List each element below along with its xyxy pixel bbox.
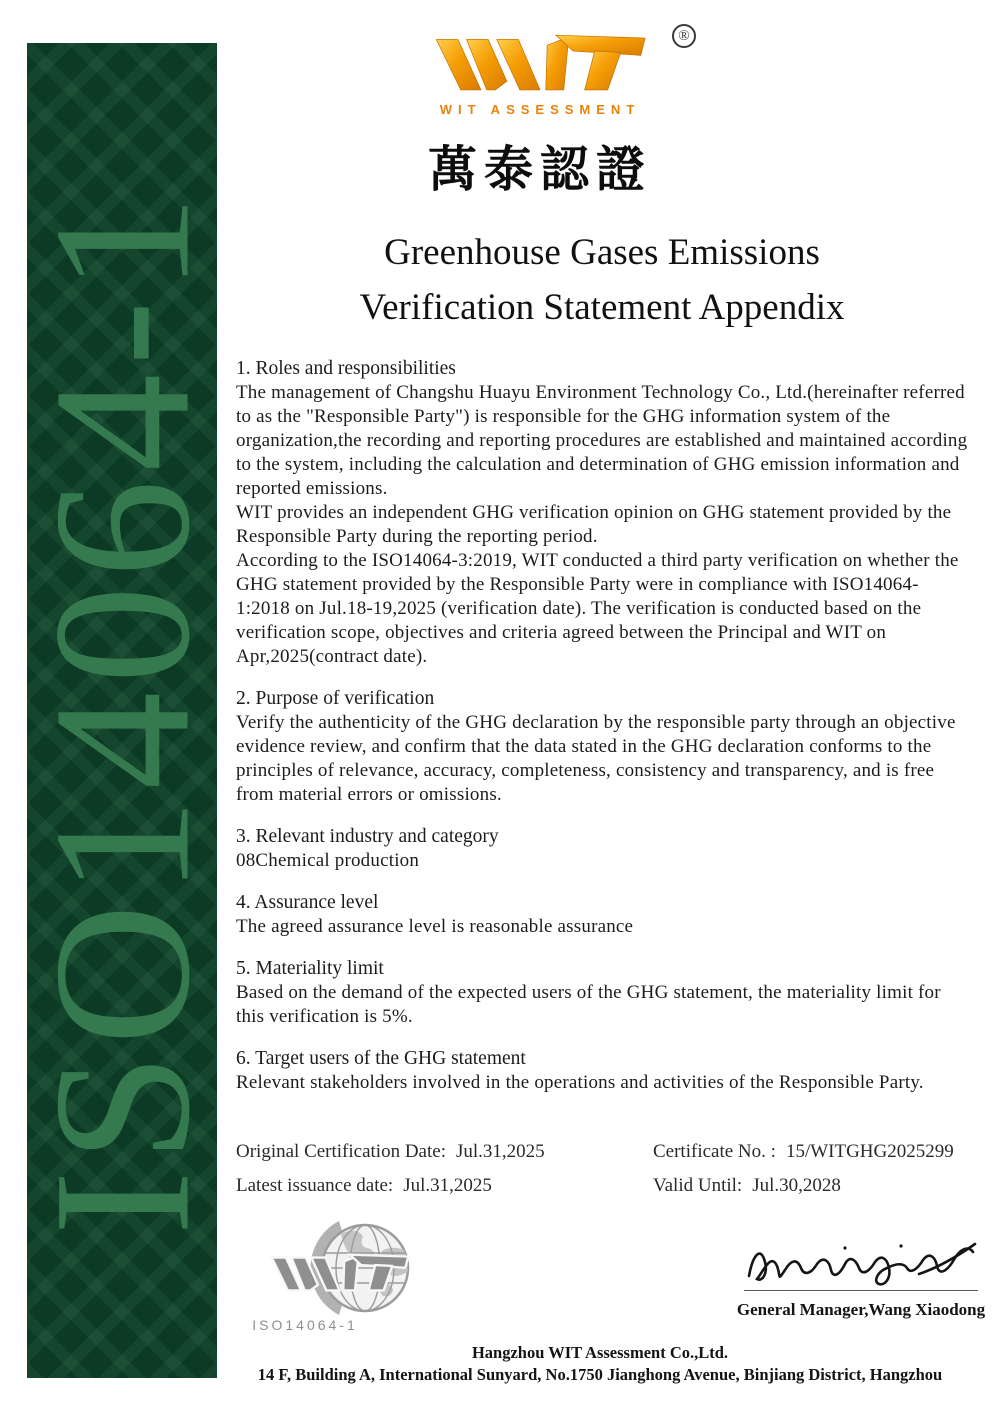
section-roles [236,357,968,669]
field-label: Latest issuance date: [236,1175,394,1196]
sidebar-iso-label: ISO14064-1 [13,185,231,1236]
signer-title: General Manager,Wang Xiaodong [736,1300,986,1319]
details-row [236,1141,968,1163]
section-body: 08Chemical production [236,850,420,871]
wit-assessment-label: WIT ASSESSMENT [439,102,641,117]
section-heading: 6. Target users of the GHG statement [236,1048,526,1069]
footer-company: Hangzhou WIT Assessment Co.,Ltd. [471,1343,729,1362]
field-value: Jul.31,2025 [455,1141,545,1162]
section-body: The management of Changshu Huayu Environment Technology Co., Ltd.(hereinafter referred to as the "Responsible Party") is responsible for the GHG information system of the organization,the recording and reporting procedures are established and maintained according to the system, including the calculation and determination of GHG emission information and reported emissions. WIT provides an independent GHG verification opinion on GHG statement provided by the Responsible Party during the reporting period. According to the ISO14064-3:2019, WIT conducted a third party verification on whether the GHG statement provided by the Responsible Party were in compliance with ISO14064-1:2018 on Jul.18-19,2025 (verification date). The verification is conducted based on the verification scope, objectives and criteria agreed between the Principal and WIT on Apr,2025(contract date). [236,382,968,667]
title-line-2: Verification Statement Appendix [359,287,845,328]
section-heading: 1. Roles and responsibilities [236,358,456,379]
section-body: Verify the authenticity of the GHG declaration by the responsible party through an objective evidence review, and confirm that the data stated in the GHG declaration conforms to the principles of relevance, accuracy, completeness, consistency and transparency, and is free from material errors or omissions. [236,712,956,805]
original-certification-date [236,1141,653,1163]
certificate-details [236,1141,968,1197]
section-target-users [236,1047,968,1095]
field-value: Jul.30,2028 [752,1175,841,1196]
valid-until-date [653,1175,841,1197]
field-value: Jul.31,2025 [403,1175,492,1196]
footer-address: 14 F, Building A, International Sunyard, No.1750 Jianghong Avenue, Binjiang District, Hangzhou [257,1365,943,1384]
wit-logo-block [400,28,690,201]
section-heading: 4. Assurance level [236,892,379,913]
section-heading: 5. Materiality limit [236,958,384,979]
field-label: Certificate No. : [653,1141,776,1162]
section-heading: 3. Relevant industry and category [236,826,499,847]
sections [236,357,968,1095]
sidebar-band [13,43,231,1378]
signature-line [744,1290,978,1291]
title-line-1: Greenhouse Gases Emissions [384,232,820,273]
seal-iso-label: ISO14064-1 [252,1317,358,1333]
footer [226,1342,974,1386]
signature-script-icon [741,1232,981,1290]
document-title [236,225,968,335]
details-row [236,1175,968,1197]
certificate-number [653,1141,954,1163]
latest-issuance-date [236,1175,653,1197]
section-assurance [236,891,968,939]
section-materiality [236,957,968,1029]
registered-trademark-icon: ® [672,24,696,48]
field-label: Valid Until: [653,1175,743,1196]
section-body: The agreed assurance level is reasonable assurance [236,916,634,937]
wit-logo-icon [431,28,649,100]
section-body: Based on the demand of the expected users of the GHG statement, the materiality limit for this verification is 5%. [236,982,941,1027]
content-column [236,28,968,1209]
wit-chinese-name: 萬泰認證 [427,141,652,198]
field-label: Original Certification Date: [236,1141,446,1162]
section-body: Relevant stakeholders involved in the operations and activities of the Responsible Party. [236,1072,924,1093]
section-heading: 2. Purpose of verification [236,688,435,709]
signature-block [735,1232,987,1320]
field-value: 15/WITGHG2025299 [785,1141,954,1162]
wit-globe-seal-icon [233,1220,483,1338]
section-industry [236,825,968,873]
section-purpose [236,687,968,807]
